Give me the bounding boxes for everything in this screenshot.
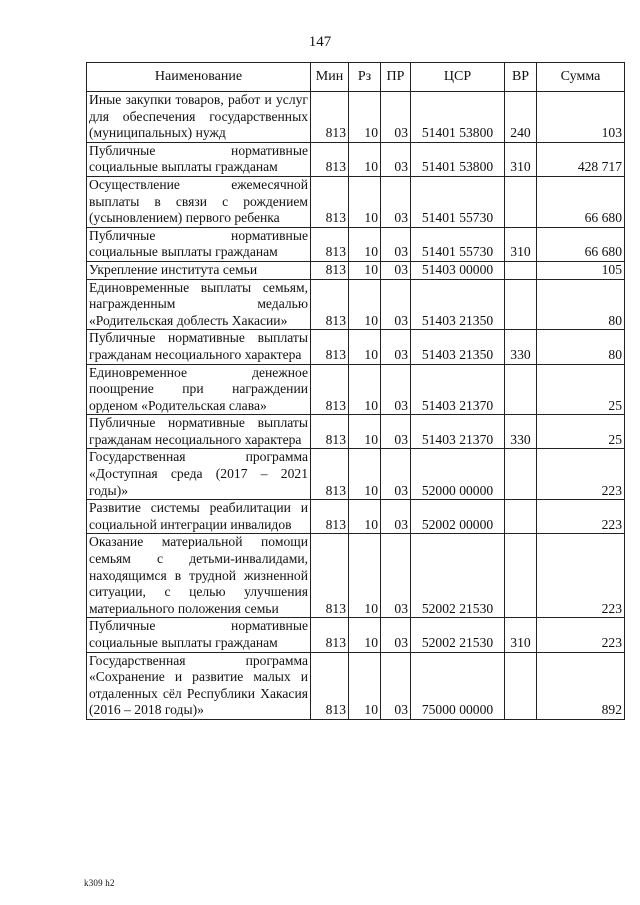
row-min: 813 [311, 652, 349, 719]
table-row [87, 261, 625, 279]
row-sum: 80 [537, 330, 625, 364]
row-min: 813 [311, 449, 349, 500]
table-row [87, 500, 625, 534]
row-sum: 66 680 [537, 227, 625, 261]
row-name: Осуществление ежемесячной выплаты в связи с рождением (усыновлением) первого ребенка [87, 176, 311, 227]
row-csr: 51403 00000 [411, 261, 505, 279]
row-rz: 10 [349, 176, 381, 227]
row-pr: 03 [381, 279, 411, 330]
row-name: Публичные нормативные выплаты гражданам несоциального характера [87, 415, 311, 449]
row-name: Государственная программа «Сохранение и развитие малых и отдаленных сёл Республики Хакасия (2016 – 2018 годы)» [87, 652, 311, 719]
table-row [87, 176, 625, 227]
row-csr: 52002 00000 [411, 500, 505, 534]
row-vr [505, 364, 537, 415]
table-row [87, 142, 625, 176]
header-pr: ПР [381, 63, 411, 92]
row-name: Государственная программа «Доступная среда (2017 – 2021 годы)» [87, 449, 311, 500]
row-pr: 03 [381, 227, 411, 261]
row-pr: 03 [381, 176, 411, 227]
row-sum: 66 680 [537, 176, 625, 227]
row-min: 813 [311, 142, 349, 176]
row-pr: 03 [381, 618, 411, 652]
row-rz: 10 [349, 364, 381, 415]
row-rz: 10 [349, 415, 381, 449]
row-name: Развитие системы реабилитации и социальной интеграции инвалидов [87, 500, 311, 534]
header-name: Наименование [87, 63, 311, 92]
row-sum: 223 [537, 500, 625, 534]
row-rz: 10 [349, 618, 381, 652]
table-row [87, 279, 625, 330]
row-pr: 03 [381, 500, 411, 534]
row-csr: 52002 21530 [411, 618, 505, 652]
row-name: Публичные нормативные социальные выплаты гражданам [87, 142, 311, 176]
row-csr: 52002 21530 [411, 534, 505, 618]
budget-table [86, 62, 625, 720]
header-min: Мин [311, 63, 349, 92]
table-row [87, 227, 625, 261]
table-row [87, 92, 625, 143]
row-vr: 330 [505, 415, 537, 449]
row-name: Единовременные выплаты семьям, награжденным медалью «Родительская доблесть Хакасии» [87, 279, 311, 330]
row-pr: 03 [381, 364, 411, 415]
row-min: 813 [311, 534, 349, 618]
table-row [87, 364, 625, 415]
row-min: 813 [311, 618, 349, 652]
row-sum: 25 [537, 364, 625, 415]
row-csr: 51403 21370 [411, 364, 505, 415]
row-csr: 51401 55730 [411, 227, 505, 261]
row-min: 813 [311, 261, 349, 279]
row-vr: 310 [505, 142, 537, 176]
row-name: Публичные нормативные социальные выплаты гражданам [87, 227, 311, 261]
row-csr: 51401 53800 [411, 92, 505, 143]
row-rz: 10 [349, 142, 381, 176]
row-vr: 310 [505, 227, 537, 261]
row-min: 813 [311, 176, 349, 227]
row-pr: 03 [381, 330, 411, 364]
row-min: 813 [311, 415, 349, 449]
row-vr [505, 534, 537, 618]
table-header-row [87, 63, 625, 92]
row-min: 813 [311, 279, 349, 330]
row-csr: 51403 21350 [411, 279, 505, 330]
row-csr: 52000 00000 [411, 449, 505, 500]
table-row [87, 534, 625, 618]
table-row [87, 618, 625, 652]
row-rz: 10 [349, 92, 381, 143]
row-pr: 03 [381, 261, 411, 279]
row-rz: 10 [349, 330, 381, 364]
row-csr: 75000 00000 [411, 652, 505, 719]
row-vr [505, 176, 537, 227]
row-sum: 105 [537, 261, 625, 279]
row-pr: 03 [381, 449, 411, 500]
row-name: Единовременное денежное поощрение при награждении орденом «Родительская слава» [87, 364, 311, 415]
row-vr: 240 [505, 92, 537, 143]
row-sum: 223 [537, 618, 625, 652]
row-rz: 10 [349, 500, 381, 534]
row-min: 813 [311, 330, 349, 364]
row-csr: 51403 21350 [411, 330, 505, 364]
row-rz: 10 [349, 449, 381, 500]
row-rz: 10 [349, 227, 381, 261]
header-vr: ВР [505, 63, 537, 92]
row-csr: 51401 53800 [411, 142, 505, 176]
row-name: Публичные нормативные социальные выплаты гражданам [87, 618, 311, 652]
row-sum: 80 [537, 279, 625, 330]
header-rz: Рз [349, 63, 381, 92]
row-sum: 223 [537, 449, 625, 500]
row-name: Иные закупки товаров, работ и услуг для обеспечения государственных (муниципальных) нужд [87, 92, 311, 143]
row-sum: 892 [537, 652, 625, 719]
row-name: Оказание материальной помощи семьям с детьми-инвалидами, находящимся в трудной жизненной ситуации, с целью улучшения материального положения семьи [87, 534, 311, 618]
header-csr: ЦСР [411, 63, 505, 92]
row-rz: 10 [349, 279, 381, 330]
row-min: 813 [311, 227, 349, 261]
row-min: 813 [311, 364, 349, 415]
row-vr [505, 449, 537, 500]
row-csr: 51403 21370 [411, 415, 505, 449]
table-row [87, 415, 625, 449]
row-pr: 03 [381, 92, 411, 143]
row-sum: 428 717 [537, 142, 625, 176]
row-min: 813 [311, 500, 349, 534]
row-sum: 223 [537, 534, 625, 618]
footer-code: k309 h2 [84, 878, 115, 888]
row-rz: 10 [349, 534, 381, 618]
page-number: 147 [308, 34, 332, 50]
row-sum: 25 [537, 415, 625, 449]
row-pr: 03 [381, 142, 411, 176]
row-pr: 03 [381, 415, 411, 449]
row-pr: 03 [381, 534, 411, 618]
row-name: Публичные нормативные выплаты гражданам несоциального характера [87, 330, 311, 364]
table-row [87, 652, 625, 719]
row-sum: 103 [537, 92, 625, 143]
row-pr: 03 [381, 652, 411, 719]
row-min: 813 [311, 92, 349, 143]
row-vr [505, 500, 537, 534]
row-vr [505, 261, 537, 279]
table-row [87, 449, 625, 500]
header-sum: Сумма [537, 63, 625, 92]
row-vr [505, 279, 537, 330]
row-vr: 310 [505, 618, 537, 652]
row-vr [505, 652, 537, 719]
row-csr: 51401 55730 [411, 176, 505, 227]
row-rz: 10 [349, 652, 381, 719]
row-rz: 10 [349, 261, 381, 279]
table-row [87, 330, 625, 364]
row-name: Укрепление института семьи [87, 261, 311, 279]
row-vr: 330 [505, 330, 537, 364]
